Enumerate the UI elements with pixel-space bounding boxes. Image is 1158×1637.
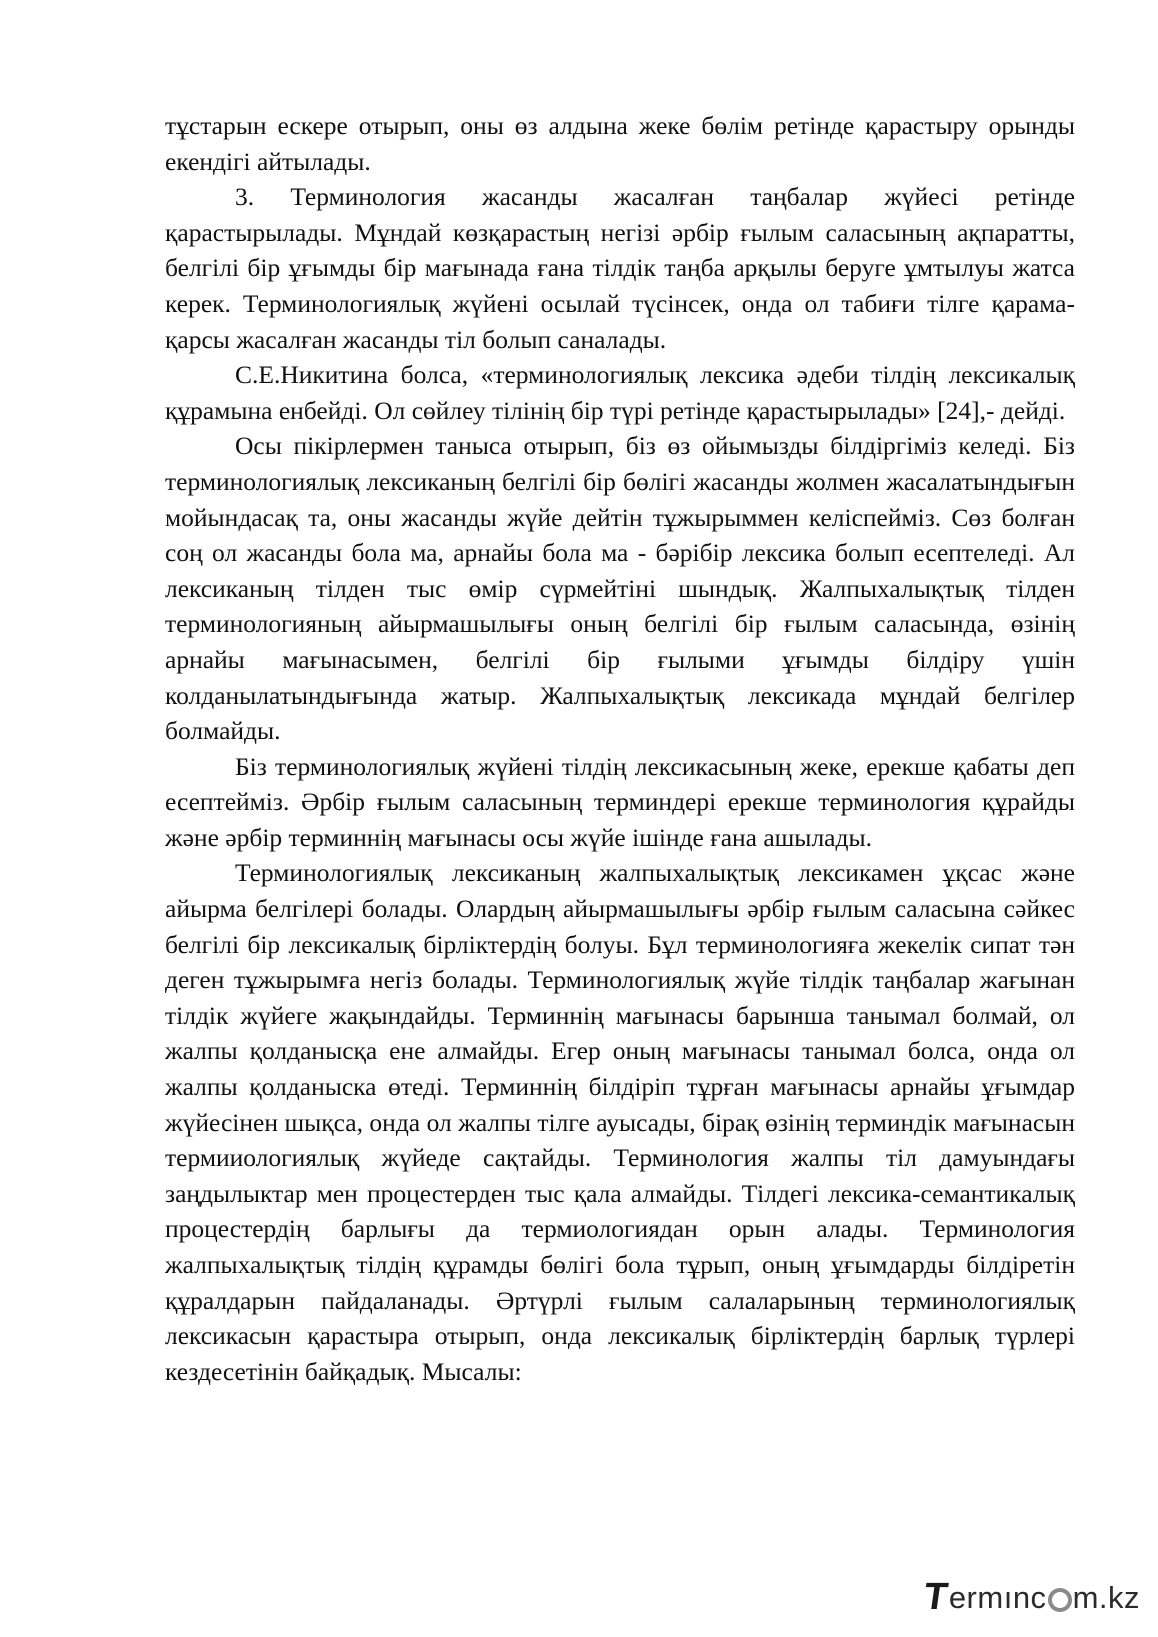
paragraph-differences: Терминологиялық лексиканың жалпыхалықтық лексикамен ұқсас және айырма белгілері болады. Олардың айырмашылығы әрбір ғылым саласына сәйкес белгілі бір лексикалық бірліктердің болуы. Бұл терминологияға жекелік сипат тән деген тұжырымға негіз болады. Терминологиялық жүйе тілдік таңбалар жағынан тілдік жүйеге жақындайды. Терминнің мағынасы барынша танымал болмай, ол жалпы қолданысқа ене алмайды. Егер оның мағынасы танымал болса, онда ол жалпы қолданыска өтеді. Терминнің білдіріп тұрған мағынасы арнайы ұғымдар жүйесінен шықса, онда ол жалпы тілге ауысады, бірақ өзінің терминдік мағынасын термииологиялық жүйеде сақтайды. Терминология жалпы тіл дамуындағы заңдылыктар мен процестерден тыс қала алмайды. Тілдегі лексика-семантикалық процестердің барлығы да термиологиядан орын алады. Терминология жалпыхалықтық тілдің құрамды бөлігі бола тұрып, оның ұғымдарды білдіретін құралдарын пайдаланады. Әртүрлі ғылым салаларының терминологиялық лексикасын қарастыра отырып, онда лексикалық бірліктердің барлық түрлері кездесетінін байқадық. Мысалы: [165, 858, 1075, 1386]
logo-letter-t: T [921, 1576, 951, 1618]
termincom-logo [921, 1576, 1140, 1619]
logo-ring-icon [1048, 1588, 1072, 1612]
logo-text-end: m.kz [1072, 1579, 1140, 1615]
paragraph-layer: Біз терминологиялық жүйені тілдің лексикасының жеке, ерекше қабаты деп есептейміз. Әрбір ғылым саласының терминдері ерекше терминология құрайды және әрбір терминнің мағынасы осы жүйе ішінде ғана ашылады. [165, 751, 1075, 852]
document-body [165, 108, 1075, 1389]
paragraph-continued: тұстарын ескере отырып, оны өз алдына жеке бөлім ретінде қарастыру орынды екендігі айтылады. [165, 111, 1075, 176]
paragraph-numbered-3: 3. Терминология жасанды жасалған таңбалар жүйесі ретінде қарастырылады. Мұндай көзқарастың негізі әрбір ғылым саласының ақпаратты, белгілі бір ұғымды бір мағынада ғана тілдік таңба арқылы беруге ұмтылуы жатса керек. Терминологиялық жүйені осылай түсінсек, онда ол табиғи тілге қарама-қарсы жасалған жасанды тіл болып саналады. [165, 182, 1075, 354]
paragraph-opinion: Осы пікірлермен таныса отырып, біз өз ойымызды білдіргіміз келеді. Біз терминологиялық лексиканың белгілі бір бөлігі жасанды жолмен жасалатындығын мойындасақ та, оны жасанды жүйе дейтін тұжырыммен келіспейміз. Сөз болған соң ол жасанды бола ма, арнайы бола ма - бәрібір лексика болып есептеледі. Ал лексиканың тілден тыс өмір сүрмейтіні шындық. Жалпыхалықтық тілден терминологияның айырмашылығы оның белгілі бір ғылым саласында, өзінің арнайы мағынасымен, белгілі бір ғылыми ұғымды білдіру үшін колданылатындығында жатыр. Жалпыхалықтық лексикада мұндай белгілер болмайды. [165, 431, 1075, 746]
logo-text-middle: ermınc [948, 1579, 1047, 1615]
paragraph-nikitina-quote: С.Е.Никитина болса, «терминологиялық лексика әдеби тілдің лексикалық құрамына енбейді. Ол сөйлеу тілінің бір түрі ретінде қарастырылады» [24],- дейді. [165, 360, 1075, 425]
